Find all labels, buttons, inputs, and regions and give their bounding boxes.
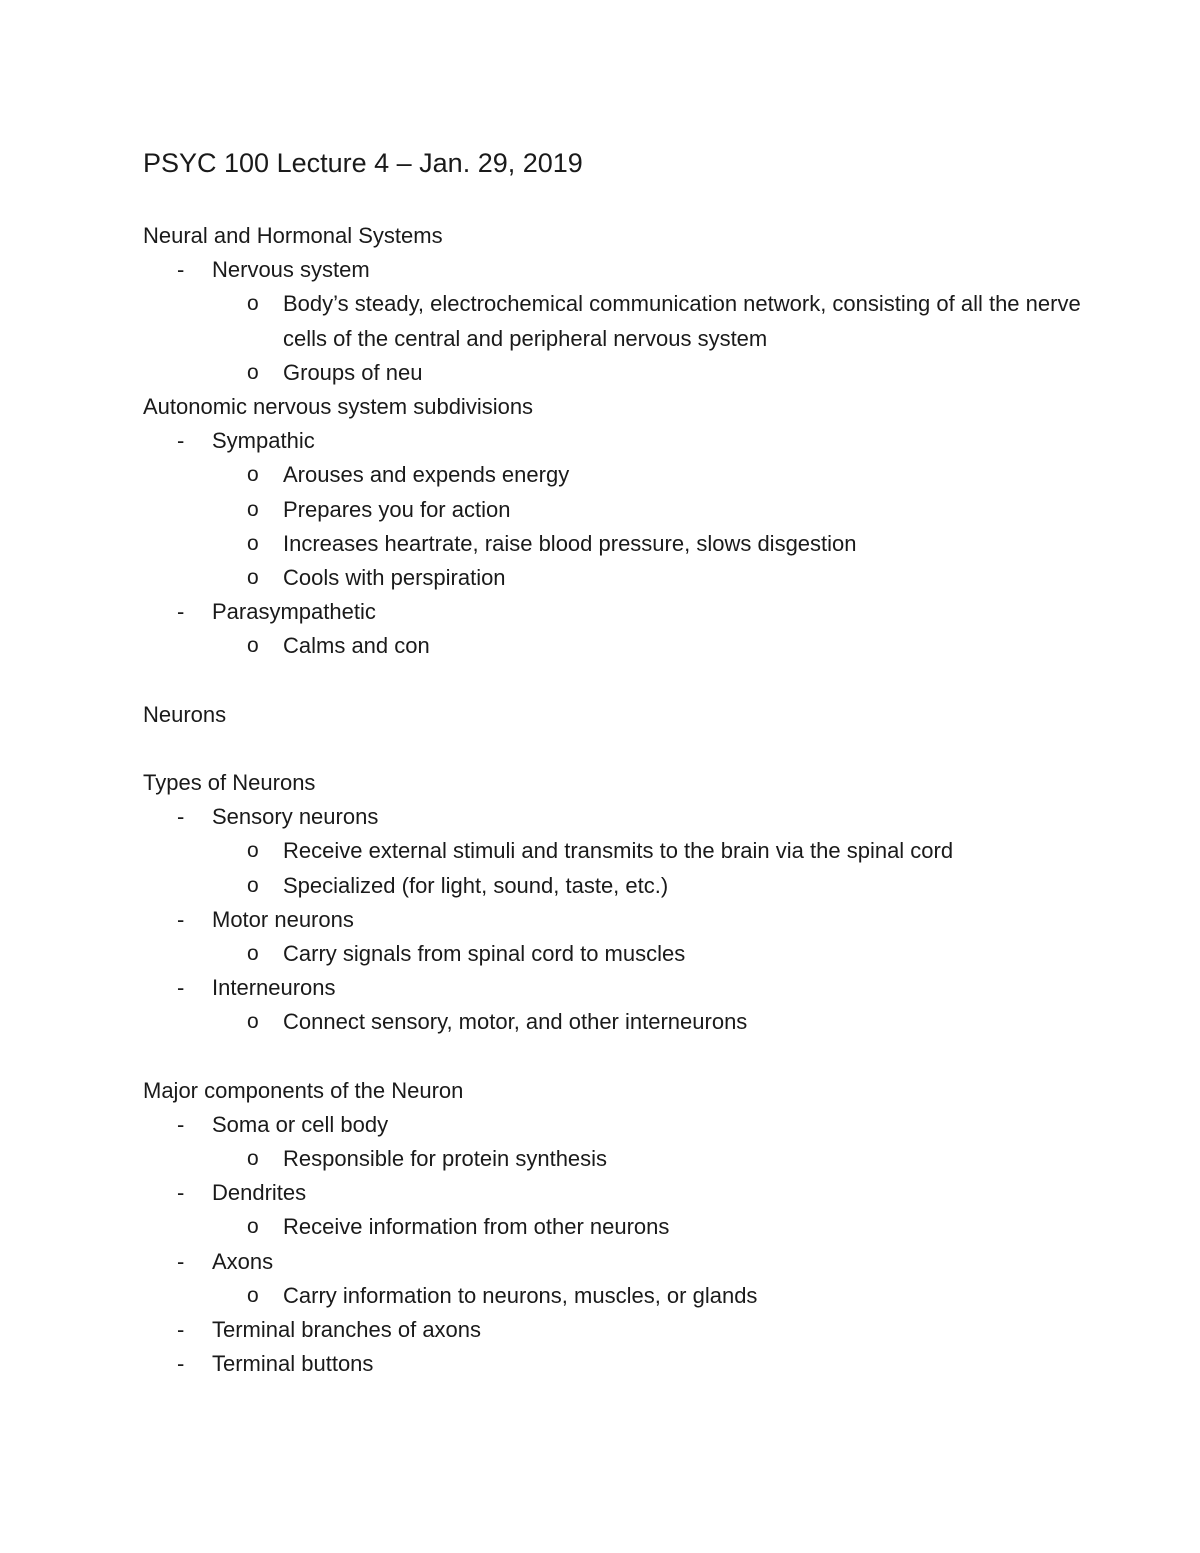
sub-list-item-text: Connect sensory, motor, and other interneurons [283, 1009, 748, 1035]
blank-line [143, 663, 1103, 697]
list-item [143, 595, 1103, 629]
dash-marker: - [177, 257, 185, 283]
sub-list-item [143, 458, 1103, 492]
sub-list-item-text: Calms and con [283, 633, 430, 659]
sub-list-item [143, 1005, 1103, 1039]
sub-list-item-text: Arouses and expends energy [283, 462, 570, 488]
list-item [143, 1313, 1103, 1347]
sub-list-item [143, 869, 1103, 903]
list-item-text: Soma or cell body [212, 1111, 389, 1137]
sub-list-item [143, 1142, 1103, 1176]
section-heading-components: Major components of the Neuron [143, 1077, 464, 1103]
bullet-marker: o [247, 565, 259, 589]
dash-marker: - [177, 428, 185, 454]
list-item [143, 971, 1103, 1005]
bullet-marker: o [247, 839, 259, 863]
bullet-marker: o [247, 360, 259, 384]
bullet-marker: o [247, 531, 259, 555]
list-item [143, 800, 1103, 834]
sub-list-item [143, 493, 1103, 527]
sub-list-item [143, 937, 1103, 971]
list-item-text: Interneurons [212, 975, 336, 1001]
list-item [143, 1108, 1103, 1142]
sub-list-item-text: Carry information to neurons, muscles, or glands [283, 1282, 758, 1308]
dash-marker: - [177, 906, 185, 932]
list-item-text: Axons [212, 1248, 274, 1274]
bullet-marker: o [247, 634, 259, 658]
list-item-text: Terminal buttons [212, 1351, 374, 1377]
sub-list-item-text: Responsible for protein synthesis [283, 1146, 608, 1172]
document-title: PSYC 100 Lecture 4 – Jan. 29, 2019 [143, 148, 583, 178]
bullet-marker: o [247, 1010, 259, 1034]
bullet-marker: o [247, 497, 259, 521]
list-item [143, 424, 1103, 458]
list-item-text: Dendrites [212, 1180, 307, 1206]
sub-list-item [143, 629, 1103, 663]
list-item-text: Sensory neurons [212, 804, 379, 830]
dash-marker: - [177, 1351, 185, 1377]
list-item-text: Terminal branches of axons [212, 1317, 482, 1343]
sub-list-item [143, 1210, 1103, 1244]
list-item-text: Motor neurons [212, 906, 354, 932]
section-heading-autonomic: Autonomic nervous system subdivisions [143, 393, 534, 419]
section-heading-neural-hormonal: Neural and Hormonal Systems [143, 223, 443, 248]
list-item-text: Sympathic [212, 428, 315, 454]
sub-list-item [143, 527, 1103, 561]
sub-list-item [143, 1279, 1103, 1313]
sub-list-item [143, 287, 1103, 355]
sub-list-item-text: Prepares you for action [283, 496, 511, 522]
dash-marker: - [177, 1248, 185, 1274]
section-heading-neurons: Neurons [143, 701, 227, 727]
sub-list-item-text: Cools with perspiration [283, 564, 506, 590]
list-item [143, 1176, 1103, 1210]
sub-list-item-text: Receive information from other neurons [283, 1214, 670, 1240]
sub-list-item [143, 834, 1103, 868]
sub-list-item [143, 561, 1103, 595]
sub-list-item [143, 356, 1103, 390]
dash-marker: - [177, 599, 185, 625]
list-item [143, 1347, 1103, 1381]
dash-marker: - [177, 975, 185, 1001]
bullet-marker: o [247, 1283, 259, 1307]
sub-list-item-text: Body’s steady, electrochemical communication network, consisting of all the nerve cells of the central and peripheral nervous system [283, 291, 1081, 351]
blank-line [143, 732, 1103, 766]
sub-list-item-text: Groups of neu [283, 359, 423, 385]
bullet-marker: o [247, 941, 259, 965]
list-item [143, 1245, 1103, 1279]
bullet-marker: o [247, 873, 259, 897]
bullet-marker: o [247, 292, 259, 316]
list-item [143, 903, 1103, 937]
bullet-marker: o [247, 463, 259, 487]
list-item-text: Nervous system [212, 257, 370, 283]
bullet-marker: o [247, 1215, 259, 1239]
blank-line [143, 1040, 1103, 1074]
dash-marker: - [177, 1111, 185, 1137]
dash-marker: - [177, 1317, 185, 1343]
dash-marker: - [177, 1180, 185, 1206]
section-heading-types: Types of Neurons [143, 770, 316, 796]
list-item-text: Parasympathetic [212, 599, 376, 625]
bullet-marker: o [247, 1147, 259, 1171]
sub-list-item-text: Receive external stimuli and transmits to the brain via the spinal cord [283, 838, 954, 864]
sub-list-item-text: Specialized (for light, sound, taste, etc.) [283, 872, 669, 898]
document-body [143, 219, 1103, 1381]
sub-list-item-text: Carry signals from spinal cord to muscles [283, 940, 686, 966]
sub-list-item-text: Increases heartrate, raise blood pressure, slows disgestion [283, 530, 857, 556]
dash-marker: - [177, 804, 185, 830]
list-item [143, 253, 1103, 287]
